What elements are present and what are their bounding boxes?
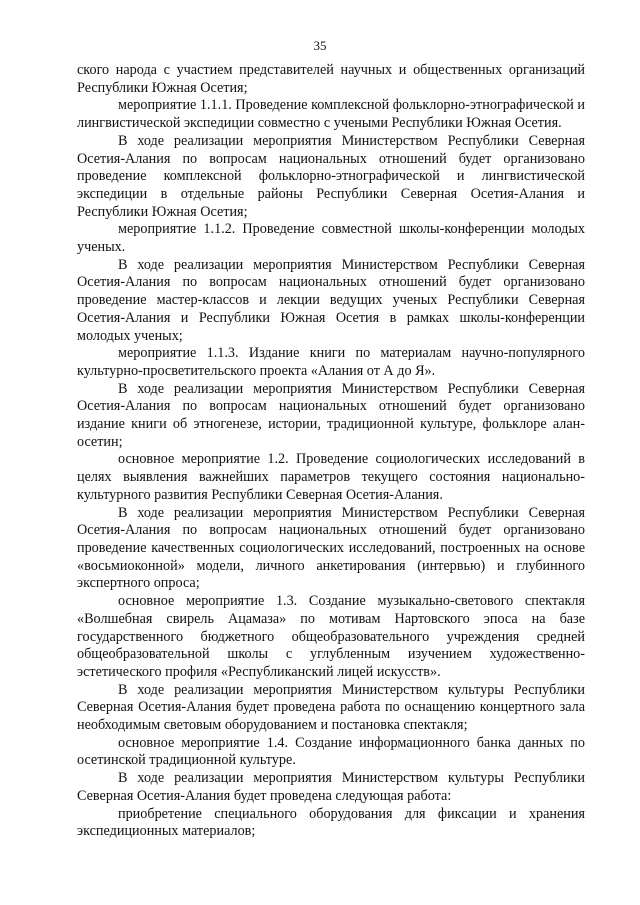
paragraph: приобретение специального оборудования для фиксации и хранения экспедиционных материалов;: [77, 805, 585, 840]
paragraph: В ходе реализации мероприятия Министерством Республики Северная Осетия-Алания по вопросам национальных отношений будет организовано проведение комплексной фольклорно-этнографической и лингвистической экспедиции в отдельные районы Республики Северная Осетия-Алания и Республики Южная Осетия;: [77, 132, 585, 220]
paragraph: В ходе реализации мероприятия Министерством Республики Северная Осетия-Алания по вопросам национальных отношений будет организовано проведение мастер-классов и лекции ведущих ученых Республики Северная Осетия-Алания и Республики Южная Осетия в рамках школы-конференции молодых ученых;: [77, 256, 585, 344]
paragraph: В ходе реализации мероприятия Министерством культуры Республики Северная Осетия-Алания будет проведена следующая работа:: [77, 770, 585, 804]
paragraph: основное мероприятие 1.4. Создание информационного банка данных по осетинской традиционной культуре.: [77, 734, 585, 769]
paragraph: ского народа с участием представителей научных и общественных организаций Республики Южная Осетия;: [77, 62, 585, 96]
paragraph: мероприятие 1.1.2. Проведение совместной школы-конференции молодых ученых.: [77, 221, 585, 256]
paragraph: В ходе реализации мероприятия Министерством Республики Северная Осетия-Алания по вопросам национальных отношений будет организовано издание книги об этногенезе, истории, традиционной культуре, фольклоре алан-осетин;: [77, 380, 585, 450]
paragraph: основное мероприятие 1.3. Создание музыкально-светового спектакля «Волшебная свирель Ацамаза» по мотивам Нартовского эпоса на базе государственного бюджетного общеобразовательного учреждения средней общеобразовательной школы с углубленным изучением художественно-эстетического профиля «Республиканский лицей искусств».: [77, 593, 585, 680]
paragraph: основное мероприятие 1.2. Проведение социологических исследований в целях выявления важнейших параметров текущего состояния национально-культурного развития Республики Северная Осетия-Алания.: [77, 451, 585, 503]
body-text: [77, 62, 585, 841]
paragraph: В ходе реализации мероприятия Министерством культуры Республики Северная Осетия-Алания будет проведена работа по оснащению концертного зала необходимым световым оборудованием и постановка спектакля;: [77, 681, 585, 734]
paragraph: мероприятие 1.1.1. Проведение комплексной фольклорно-этнографической и лингвистической экспедиции совместно с учеными Республики Южная Осетия.: [77, 97, 585, 132]
paragraph: мероприятие 1.1.3. Издание книги по материалам научно-популярного культурно-просветительского проекта «Алания от А до Я».: [77, 345, 585, 379]
paragraph: В ходе реализации мероприятия Министерством Республики Северная Осетия-Алания по вопросам национальных отношений будет организовано проведение качественных социологических исследований, построенных на основе «восьмиоконной» модели, личного анкетирования (интервью) и глубинного экспертного опроса;: [77, 504, 585, 592]
page-number: 35: [313, 38, 327, 53]
